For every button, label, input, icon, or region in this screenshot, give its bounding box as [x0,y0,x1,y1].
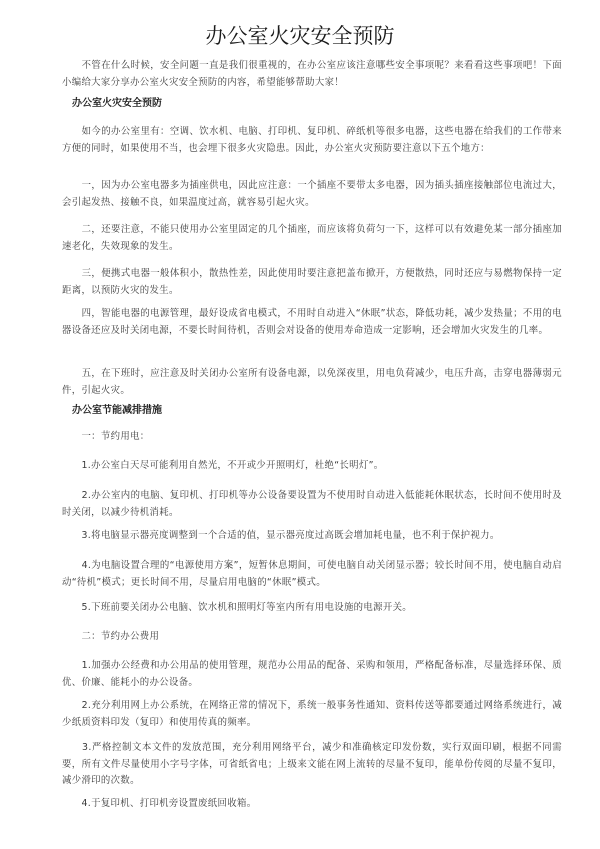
section-heading-fire-safety: 办公室火灾安全预防 [72,98,162,109]
paragraph: 4.于复印机、打印机旁设置废纸回收箱。 [62,798,257,809]
paragraph: 2.办公室内的电脑、复印机、打印机等办公设备要设置为不使用时自动进入低能耗休眠状态，长时间不使用时及时关闭，以减少待机消耗。 [62,490,562,518]
section-heading-energy-saving: 办公室节能减排措施 [72,405,162,416]
paragraph: 五，在下班时，应注意及时关闭办公室所有设备电源，以免深夜里，用电负荷减少，电压升高，击穿电器薄弱元件，引起火灾。 [62,368,562,396]
paragraph: 三，便携式电器一般体积小，散热性差，因此使用时要注意把盖布掀开，方便散热，同时还应与易燃物保持一定距离，以预防火灾的发生。 [62,268,562,296]
paragraph: 3.将电脑显示器亮度调整到一个合适的值，显示器亮度过高既会增加耗电量，也不利于保护视力。 [62,530,500,541]
paragraph: 四，智能电器的电源管理，最好设成省电模式，不用时自动进入“休眠”状态，降低功耗，减少发热量；不用的电器设备还应及时关闭电源，不要长时间待机，否则会对设备的使用寿命造成一定影响，还会增加火灾发生的几率。 [62,308,562,336]
paragraph: 3.严格控制文本文件的发放范围，充分利用网络平台，减少和准确核定印发份数，实行双面印刷，根据不同需要，所有文件尽量使用小字号字体，可省纸省电；上级来文能在网上流转的尽量不复印，能单份传阅的尽量不复印，减少滑印的次数。 [62,742,562,786]
paragraph: 二：节约办公费用 [62,631,160,642]
paragraph: 一：节约用电： [62,431,150,442]
paragraph: 2.充分利用网上办公系统，在网络正常的情况下，系统一般事务性通知、资料传送等都要通过网络系统进行，减少纸质资料印发（复印）和使用传真的频率。 [62,700,562,728]
intro-paragraph: 不管在什么时候，安全问题一直是我们很重视的，在办公室应该注意哪些安全事项呢？来看看这些事项吧！下面小编给大家分享办公室火灾安全预防的内容，希望能够帮助大家！ [62,60,562,88]
paragraph: 一，因为办公室电器多为插座供电，因此应注意：一个插座不要带太多电器，因为插头插座接触部位电流过大，会引起发热、接触不良，如果温度过高，就容易引起火灾。 [62,180,562,208]
paragraph: 二，还要注意，不能只使用办公室里固定的几个插座，而应该将负荷匀一下，这样可以有效避免某一部分插座加速老化，失效现象的发生。 [62,224,562,252]
page-title: 办公室火灾安全预防 [205,24,395,48]
paragraph: 4.为电脑设置合理的“电源使用方案”，短暂休息期间，可使电脑自动关闭显示器；较长时间不用，使电脑自动启动“待机”模式；更长时间不用，尽量启用电脑的“休眠”模式。 [62,560,562,588]
paragraph: 1.加强办公经费和办公用品的使用管理，规范办公用品的配备、采购和领用，严格配备标准，尽量选择环保、质优、价廉、能耗小的办公设备。 [62,660,562,688]
paragraph: 5.下班前要关闭办公电脑、饮水机和照明灯等室内所有用电设施的电源开关。 [62,602,413,613]
paragraph: 1.办公室白天尽可能利用自然光，不开或少开照明灯，杜绝“长明灯”。 [62,460,384,471]
paragraph: 如今的办公室里有：空调、饮水机、电脑、打印机、复印机、碎纸机等很多电器，这些电器在给我们的工作带来方便的同时，如果使用不当，也会埋下很多火灾隐患。因此，办公室火灾预防要注意以下五个地方： [62,126,562,154]
